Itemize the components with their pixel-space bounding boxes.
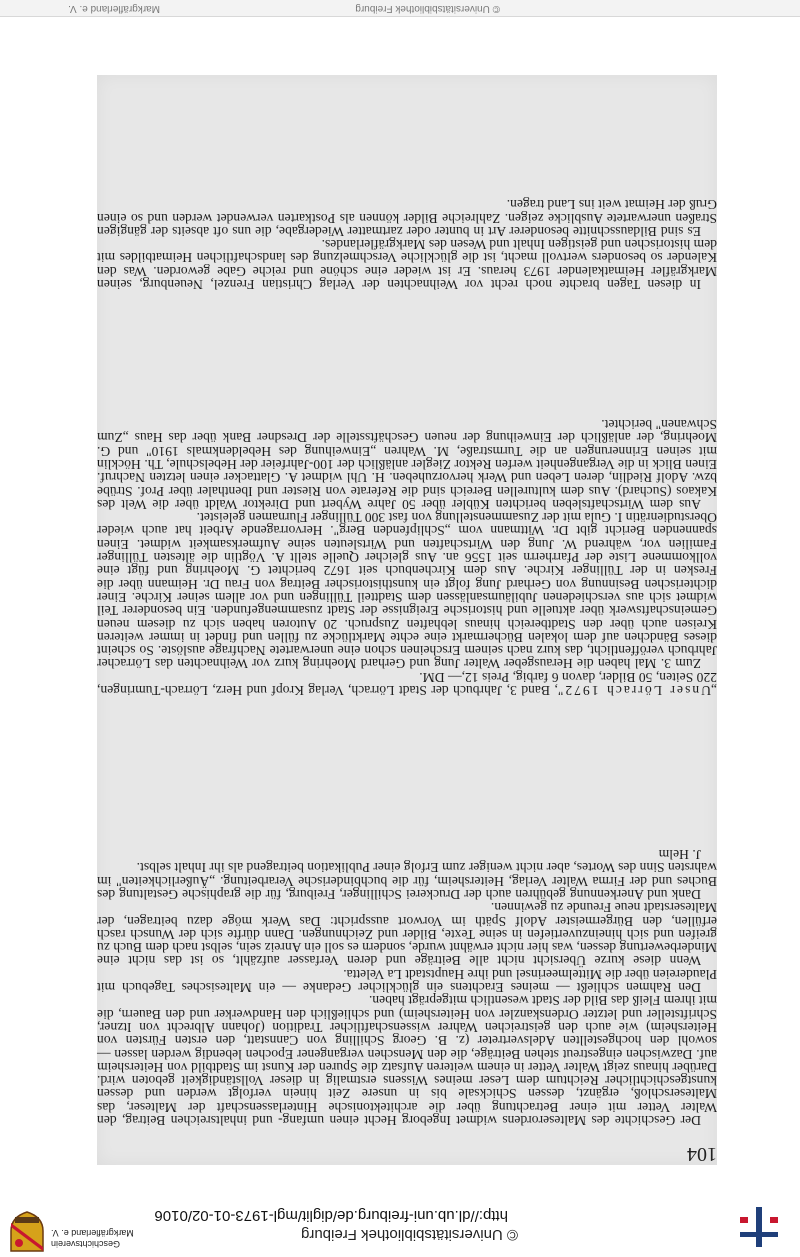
paragraph: Es sind Bildausschnitte besonderer Art in bunter oder zartmatter Wiedergabe, die uns oft abseits der gängigen Straßen unerwartete Ausblicke zeigen. Zahlreiche Bilder können als Postkarten verwendet werden und so einen Gruß der Heimat weit ins Land tragen.: [97, 197, 717, 239]
coat-of-arms-icon: [9, 1211, 45, 1253]
viewer-header: [0, 1199, 800, 1257]
text-block-2: [97, 418, 717, 697]
paragraph: Der Geschichte des Malteserordens widmet Ingeborg Hecht einen umfang- und inhaltsreichen Beitrag, den Walter Vetter mit einer Betrachtung über die architektonische Hinterlassenschaft der Malteser, das Malteserschloß, ergänzt, dessen Schicksale bis in unsere Zeit hinein verfolgt werden und dessen kunstgeschichtlicher Reichtum dem Leser meines Wissens erstmalig in dieser Vollständigkeit geboten wird. Darüber hinaus zeigt Walter Vetter in einem weiteren Aufsatz die Spuren der Kunst im Stadtbild von Heitersheim auf. Dazwischen eingestreut stehen Beiträge, die den Menschen vergangener Epochen lebendig werden lassen — sowohl den hochgestellten Adelsvertreter (z. B. Georg Schilling von Cannstatt, den ersten Fürsten von Heitersheim) wie auch den geistreichen Wahrer wissenschaftlicher Tradition (Johann Albrecht von Itzner, Schriftsteller und letzter Ordenskanzler von Heitersheim) und schließlich den Handwerker und den Bauern, die mit ihrem Fleiß das Bild der Stadt wesentlich mitgeprägt haben.: [97, 993, 717, 1128]
document-url[interactable]: http://dl.ub.uni-freiburg.de/diglit/mgl-1973-01-02/0106: [154, 1207, 508, 1224]
scanned-page: [97, 75, 717, 1165]
paragraph: In diesen Tagen brachte noch recht vor Weihnachten der Verlag Christian Frenzel, Neuenburg, seinen Markgräfler Heimatkalender 1973 heraus. Er ist wieder eine schöne und reiche Gabe geworden. Was den Kalender so besonders wertvoll macht, ist die glückliche Verschmelzung des landschaftlichen Heimatbildes mit dem historischen und geistigen Inhalt und Wesen des Markgräflerlandes.: [97, 237, 717, 292]
paragraph: Den Rahmen schließt — meines Erachtens ein glücklicher Gedanke — ein Maltesisches Tagebuch mit Plaudereien über die Mittelmeerinsel und ihre Hauptstadt La Veletta.: [97, 966, 717, 996]
page-number: 104: [687, 1143, 717, 1165]
society-name: Geschichtsverein Markgräflerland e. V.: [51, 1228, 134, 1249]
copyright-notice: © Universitätsbibliothek Freiburg: [301, 1226, 518, 1243]
book-title: Unser Lörrach 1972: [563, 683, 711, 698]
strip-society: Markgräflerland e. V.: [68, 3, 160, 14]
book-entry: „Unser Lörrach 1972", Band 3, Jahrbuch der Stadt Lörrach, Verlag Kropf und Herz, Lörrach-Tumringen, 220 Seiten, 50 Bilder, davon 6 farbig, Preis 12,— DM.: [97, 669, 717, 698]
paragraph: Zum 3. Mal haben die Herausgeber Walter Jung und Gerhard Moehring kurz vor Weihnachten das Lörracher Jahrbuch veröffentlicht, das kurz nach seinem Erscheinen schon eine unerwartete Nachfrage auslöste. So scheint dieses Bändchen auf dem lokalen Büchermarkt eine echte Marktlücke zu füllen und findet in immer weiteren Kreisen auch über den Stadtbereich hinaus lebhaften Zuspruch. 20 Autoren haben sich zu diesem neuen Gemeinschaftswerk über aktuelle und historische Ereignisse der Stadt zusammengefunden. Ein besonderer Teil widmet sich aus verschiedenen Jubiläumsanlässen dem Stadtteil Tüllingen und vor allem seiner Kirche. Einer dichterischen Besinnung von Gerhard Jung folgt ein kunsthistorischer Beitrag von Frau Dr. Heimann über die Fresken in der Tüllinger Kirche. Aus dem Kirchenbuch seit 1672 berichtet G. Moehring und fügt eine vollkommene Liste der Pfarrherrn seit 1556 an. Aus gleicher Quelle stellt A. Vögtlin die ältesten Tüllinger Familien vor, während W. Jung den Wirtschaften und Wirtsleuten seine Aufmerksamkeit widmet. Einen spannenden Bericht gibt Dr. Wittmann vom „Schlipfenden Berg". Hervorragende Arbeit hat auch wieder Oberstudienrätin I. Gula mit der Zusammenstellung von fast 300 Tüllinger Flurnamen geleistet.: [97, 510, 717, 672]
bottom-toolbar-strip: [0, 0, 800, 17]
text-block-3: [97, 198, 717, 291]
paragraph: Wenn diese kurze Übersicht nicht alle Beiträge und deren Verfasser aufzählt, so ist das nicht eine Minderbewertung dessen, was hier nicht erwähnt wurde, sondern es soll ein Anreiz sein, selbst nach dem Buch zu greifen und sich hineinzuvertiefen in seine Texte, Bilder und Zeichnungen. Dann dürfte sich der Wunsch rasch erfüllen, den Bürgermeister Adolf Späth im Vorwort ausspricht: Das Werk möge dazu beitragen, der Malteserstadt neue Freunde zu gewinnen.: [97, 900, 717, 969]
author-signature: J. Helm: [658, 847, 701, 863]
paragraph: Aus dem Wirtschaftsleben berichten Kübler über 50 Jahre Wybert und Direktor Waldt über die Welt des Kakaos (Suchard). Aus dem kulturellen Bereich sind die Referate von Riester und Ibenthaler über Prof. Strübe bzw. Adolf Riedlin, deren Leben und Werk hervorzuheben. H. Uhl widmet A. Glattacker einen letzten Nachruf. Einen Blick in die Vergangenheit werfen Rektor Ziegler anläßlich der 100-Jahrfeier der Hebelschule, Th. Höcklin mit seinen Erinnerungen an die Turmstraße, M. Wahren „Einweihung des Hebeldenkmals 1910" und G. Moehring, der anläßlich der Einweihung der neuen Geschäftsstelle der Dresdner Bank über das Haus „Zum Schwanen" berichtet.: [97, 417, 717, 512]
society-badge[interactable]: [9, 1207, 159, 1253]
paragraph: Dank und Anerkennung gebühren auch der Druckerei Schillinger, Freiburg, für die graphische Gestaltung des Buches und der Firma Walter Verlag, Heitersheim, für die buchbinderische Verarbeitung. „Äußerlichkeiten" im wahrsten Sinn des Wortes, aber nicht weniger zum Erfolg einer Publikation beitragend als ihr Inhalt selbst.: [97, 860, 717, 902]
strip-copyright: © Universitätsbibliothek Freiburg: [355, 3, 500, 14]
text-block-1: [97, 848, 717, 1127]
university-logo-icon[interactable]: [740, 1207, 778, 1247]
